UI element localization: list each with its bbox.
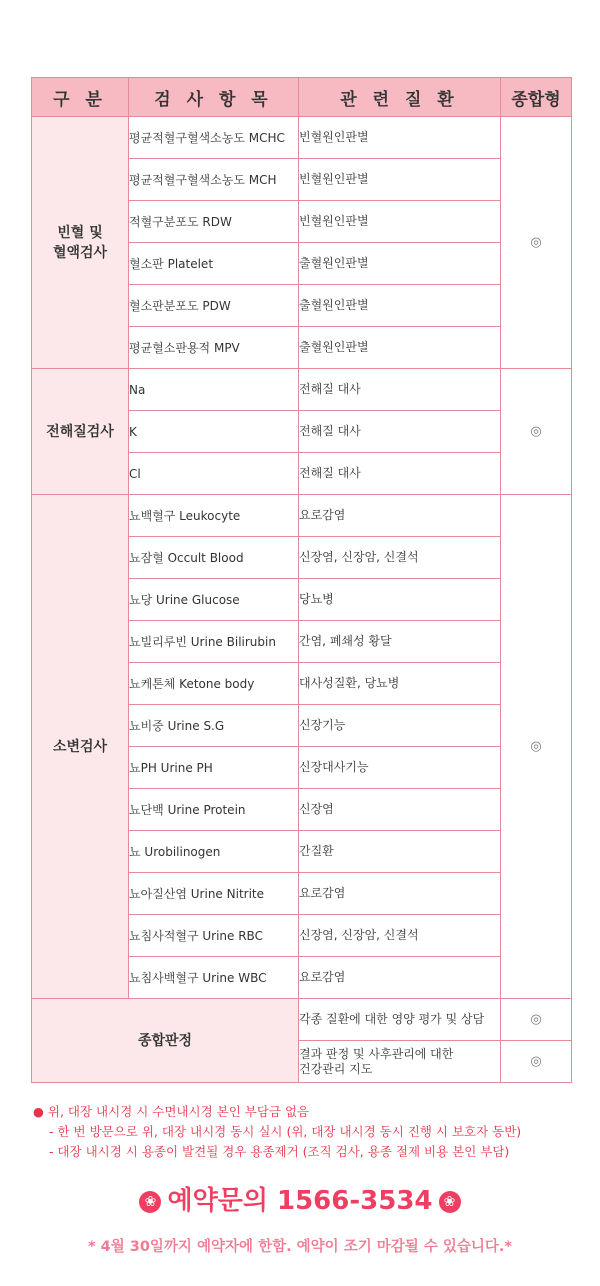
related-disease: 전해질 대사: [299, 411, 501, 453]
related-disease: 출혈원인판별: [299, 243, 501, 285]
exam-item: Cl: [129, 453, 299, 495]
header-disease: 관 련 질 환: [299, 78, 501, 117]
related-disease: 신장염, 신장암, 신결석: [299, 537, 501, 579]
exam-item: 뇨 Urobilinogen: [129, 831, 299, 873]
flower-icon: ❀: [139, 1191, 161, 1213]
related-disease: 신장염: [299, 789, 501, 831]
table-row: [32, 369, 572, 411]
related-disease: 빈혈원인판별: [299, 117, 501, 159]
category-blood: [32, 117, 129, 369]
exam-item: Na: [129, 369, 299, 411]
related-disease: 각종 질환에 대한 영양 평가 및 상담: [299, 999, 501, 1041]
reservation-text: 예약문의 1566-3534: [167, 1186, 433, 1216]
included-mark: ◎: [501, 999, 572, 1041]
exam-item: 뇨케톤체 Ketone body: [129, 663, 299, 705]
exam-item: 혈소판분포도 PDW: [129, 285, 299, 327]
exam-item: 뇨아질산염 Urine Nitrite: [129, 873, 299, 915]
exam-item: 뇨침사백혈구 Urine WBC: [129, 957, 299, 999]
exam-item: 뇨단백 Urine Protein: [129, 789, 299, 831]
related-disease: 신장기능: [299, 705, 501, 747]
exam-item: 혈소판 Platelet: [129, 243, 299, 285]
related-disease: 요로감염: [299, 873, 501, 915]
exam-item: 뇨당 Urine Glucose: [129, 579, 299, 621]
category-urine: 소변검사: [32, 495, 129, 999]
table-row: [32, 117, 572, 159]
related-disease: 간염, 폐쇄성 황달: [299, 621, 501, 663]
related-disease: 전해질 대사: [299, 453, 501, 495]
footer-notice: * 4월 30일까지 예약자에 한함. 예약이 조기 마감될 수 있습니다.*: [87, 1239, 513, 1255]
related-disease: 출혈원인판별: [299, 327, 501, 369]
related-disease: 신장대사기능: [299, 747, 501, 789]
table-header-row: [32, 78, 572, 117]
related-disease: 요로감염: [299, 957, 501, 999]
flower-icon: ❀: [439, 1191, 461, 1213]
reservation-phone[interactable]: [0, 1180, 600, 1217]
related-disease: 신장염, 신장암, 신결석: [299, 915, 501, 957]
related-disease: 결과 판정 및 사후관리에 대한 건강관리 지도: [299, 1041, 501, 1083]
exam-item: 적혈구분포도 RDW: [129, 201, 299, 243]
exam-item: 평균적혈구혈색소농도 MCH: [129, 159, 299, 201]
related-disease: 대사성질환, 당뇨병: [299, 663, 501, 705]
exam-item: 평균적혈구혈색소농도 MCHC: [129, 117, 299, 159]
note-sub-1: - 한 번 방문으로 위, 대장 내시경 동시 실시 (위, 대장 내시경 동시 진행 시 보호자 동반): [49, 1124, 522, 1139]
exam-table: [31, 77, 572, 1083]
exam-item: 뇨빌리루빈 Urine Bilirubin: [129, 621, 299, 663]
related-disease: 전해질 대사: [299, 369, 501, 411]
related-disease: 당뇨병: [299, 579, 501, 621]
related-disease: 간질환: [299, 831, 501, 873]
exam-item: 뇨잠혈 Occult Blood: [129, 537, 299, 579]
table-row: [32, 999, 572, 1041]
note-main: [33, 1102, 593, 1122]
notes: [33, 1102, 593, 1162]
included-mark: ◎: [501, 1041, 572, 1083]
table-row: [32, 495, 572, 537]
header-type: 종합형: [501, 78, 572, 117]
note-sub-2: - 대장 내시경 시 용종이 발견될 경우 용종제거 (조직 검사, 용종 절제 비용 본인 부담): [49, 1144, 510, 1159]
note-main-text: 위, 대장 내시경 시 수면내시경 본인 부담금 없음: [47, 1104, 310, 1119]
header-item: 검 사 항 목: [129, 78, 299, 117]
related-disease: 빈혈원인판별: [299, 201, 501, 243]
included-mark: ◎: [501, 495, 572, 999]
category-overall: 종합판정: [32, 999, 299, 1083]
included-mark: ◎: [501, 117, 572, 369]
exam-item: 뇨침사적혈구 Urine RBC: [129, 915, 299, 957]
included-mark: ◎: [501, 369, 572, 495]
related-disease: 출혈원인판별: [299, 285, 501, 327]
category-electrolyte: 전해질검사: [32, 369, 129, 495]
category-label: 빈혈 및 혈액검사: [52, 224, 108, 261]
related-disease: 빈혈원인판별: [299, 159, 501, 201]
exam-item: 뇨백혈구 Leukocyte: [129, 495, 299, 537]
related-disease: 요로감염: [299, 495, 501, 537]
header-category: 구 분: [32, 78, 129, 117]
exam-item: 뇨PH Urine PH: [129, 747, 299, 789]
exam-item: K: [129, 411, 299, 453]
exam-item: 뇨비중 Urine S.G: [129, 705, 299, 747]
exam-item: 평균혈소판용적 MPV: [129, 327, 299, 369]
bullet-icon: ●: [33, 1104, 44, 1119]
